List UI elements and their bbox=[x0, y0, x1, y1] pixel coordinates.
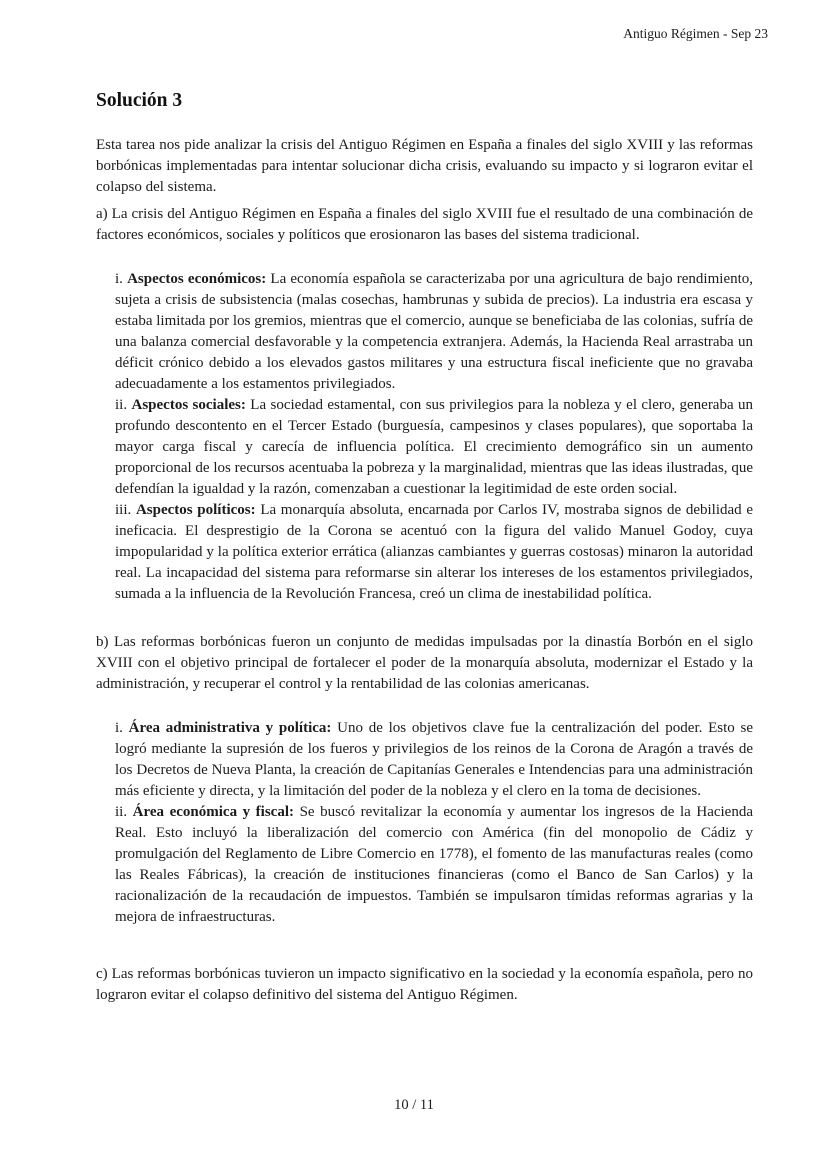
item-text: Uno de los objetivos clave fue la centralización del poder. Esto se logró mediante la supresión de los fueros y privilegios de los reinos de la Corona de Aragón a través de los Decretos de Nueva Planta, la creación de Capitanías Generales e Intendencias para una administración más eficiente y directa, y la limitación del poder de la nobleza y el clero en la toma de decisiones. bbox=[115, 720, 753, 799]
item-label: Área económica y fiscal: bbox=[132, 804, 294, 820]
item-label: Aspectos políticos: bbox=[135, 502, 256, 518]
page-content bbox=[96, 0, 753, 1006]
intro-paragraph: Esta tarea nos pide analizar la crisis del Antiguo Régimen en España a finales del siglo XVIII y las reformas borbónicas implementadas para intentar solucionar dicha crisis, evaluando su impacto y si lograron evitar el colapso del sistema. bbox=[96, 137, 753, 195]
reform-areas-list bbox=[96, 718, 753, 928]
item-label: Área administrativa y política: bbox=[128, 720, 332, 736]
list-item-administrative-area bbox=[115, 718, 753, 802]
item-marker: iii. bbox=[115, 502, 132, 518]
section-b-paragraph: b) Las reformas borbónicas fueron un conjunto de medidas impulsadas por la dinastía Borbón en el siglo XVIII con el objetivo principal de fortalecer el poder de la monarquía absoluta, modernizar el Estado y la administración, y recuperar el control y la rentabilidad de las colonias americanas. bbox=[96, 634, 753, 692]
item-text: La economía española se caracterizaba por una agricultura de bajo rendimiento, sujeta a crisis de subsistencia (malas cosechas, hambrunas y subida de precios). La industria era escasa y estaba limitada por los gremios, mientras que el comercio, aunque se beneficiaba de las colonias, sufría de una balanza comercial desfavorable y la competencia extranjera. Además, la Hacienda Real arrastraba un déficit crónico debido a los elevados gastos militares y una estructura fiscal ineficiente que no gravaba adecuadamente a los estamentos privilegiados. bbox=[115, 271, 754, 392]
item-label: Aspectos sociales: bbox=[131, 397, 246, 413]
item-text: Se buscó revitalizar la economía y aumentar los ingresos de la Hacienda Real. Esto incluyó la liberalización del comercio con América (fin del monopolio de Cádiz y promulgación del Reglamento de Libre Comercio en 1778), el fomento de las manufacturas reales (como las Reales Fábricas), la creación de instituciones financieras (como el Banco de San Carlos) y la racionalización de la recaudación de impuestos. También se impulsaron tímidas reformas agrarias y la mejora de infraestructuras. bbox=[115, 804, 754, 925]
item-marker: i. bbox=[115, 720, 123, 736]
item-text: La sociedad estamental, con sus privilegios para la nobleza y el clero, generaba un profundo descontento en el Tercer Estado (burguesía, campesinos y clases populares), que soportaba la mayor carga fiscal y carecía de influencia política. El crecimiento demográfico sin un aumento proporcional de los recursos acentuaba la pobreza y la marginalidad, mientras que las ideas ilustradas, que defendían la igualdad y la razón, comenzaban a cuestionar la legitimidad de este orden social. bbox=[115, 397, 754, 497]
item-text: La monarquía absoluta, encarnada por Carlos IV, mostraba signos de debilidad e ineficacia. El desprestigio de la Corona se acentuó con la figura del valido Manuel Godoy, cuya impopularidad y la política exterior errática (alianzas cambiantes y guerras costosas) minaron la autoridad real. La incapacidad del sistema para reformarse sin alterar los intereses de los estamentos privilegiados, sumada a la influencia de la Revolución Francesa, creó un clima de inestabilidad política. bbox=[115, 502, 754, 602]
crisis-aspects-list bbox=[96, 269, 753, 605]
item-marker: ii. bbox=[115, 397, 128, 413]
item-marker: i. bbox=[115, 271, 123, 287]
item-marker: ii. bbox=[115, 804, 128, 820]
page-number: 10 / 11 bbox=[394, 1097, 434, 1113]
list-item-economic-aspects bbox=[115, 269, 753, 395]
section-a-paragraph: a) La crisis del Antiguo Régimen en España a finales del siglo XVIII fue el resultado de una combinación de factores económicos, sociales y políticos que erosionaron las bases del sistema tradicional. bbox=[96, 206, 753, 243]
list-item-economic-area bbox=[115, 802, 753, 928]
list-item-political-aspects bbox=[115, 500, 753, 605]
list-item-social-aspects bbox=[115, 395, 753, 500]
page-header-running-title: Antiguo Régimen - Sep 23 bbox=[623, 26, 768, 41]
section-c-paragraph: c) Las reformas borbónicas tuvieron un impacto significativo en la sociedad y la economía española, pero no lograron evitar el colapso definitivo del sistema del Antiguo Régimen. bbox=[96, 966, 753, 1003]
page-title: Solución 3 bbox=[96, 90, 183, 111]
item-label: Aspectos económicos: bbox=[127, 271, 267, 287]
